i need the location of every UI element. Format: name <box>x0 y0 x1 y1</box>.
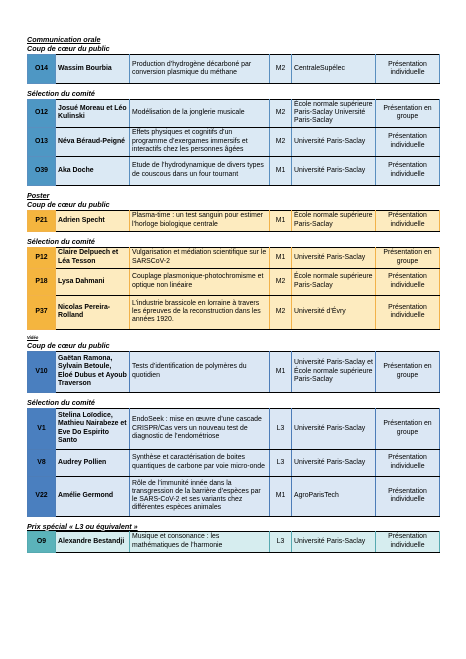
title-cell: Plasma-time : un test sanguin pour estimer l’horloge biologique centrale <box>130 210 270 231</box>
names-cell: Josué Moreau et Léo Kulinski <box>56 100 130 128</box>
presentation-cell: Présentation individuelle <box>376 55 440 84</box>
subsection-title: Coup de cœur du public <box>27 199 110 209</box>
subsection-title: Sélection du comité <box>27 397 95 407</box>
level-cell: M1 <box>270 210 292 231</box>
level-cell: M2 <box>270 127 292 156</box>
results-table <box>27 247 440 330</box>
presentation-cell: Présentation individuelle <box>376 531 440 552</box>
results-table <box>27 531 440 553</box>
institution-cell: Université Paris-Saclay <box>292 247 376 268</box>
title-cell: Modélisation de la jonglerie musicale <box>130 100 270 128</box>
table-row <box>28 247 440 268</box>
section-title-poster: Poster <box>27 190 50 200</box>
code-cell: V1 <box>28 408 56 449</box>
institution-cell: Université Paris-Saclay <box>292 127 376 156</box>
title-cell: Rôle de l’immunité innée dans la transgression de la barrière d’espèces par le SARS-CoV-2 et ses variants chez différentes espèces animales <box>130 476 270 516</box>
table-row <box>28 127 440 156</box>
level-cell: M1 <box>270 156 292 185</box>
title-cell: Effets physiques et cognitifs d’un programme d’exergames immersifs et interactifs chez les personnes âgées <box>130 127 270 156</box>
level-cell: L3 <box>270 531 292 552</box>
subsection-title: Coup de cœur du public <box>27 44 110 53</box>
section-title-video: Vidéo <box>27 334 39 340</box>
level-cell: M1 <box>270 351 292 392</box>
names-cell: Gaëtan Ramona, Sylvain Betoule, Eloé Dubus et Ayoub Traverson <box>56 351 130 392</box>
presentation-cell: Présentation en groupe <box>376 408 440 449</box>
presentation-cell: Présentation individuelle <box>376 449 440 476</box>
names-cell: Claire Delpuech et Léa Tesson <box>56 247 130 268</box>
section-title-oral: Communication orale <box>27 35 101 44</box>
institution-cell: Université d’Évry <box>292 295 376 329</box>
title-cell: Musique et consonance : les mathématiques de l’harmonie <box>130 531 270 552</box>
names-cell: Wassim Bourbia <box>56 55 130 84</box>
code-cell: P21 <box>28 210 56 231</box>
code-cell: P37 <box>28 295 56 329</box>
code-cell: O14 <box>28 55 56 84</box>
section-title-special: Prix spécial « L3 ou équivalent » <box>27 521 138 531</box>
title-cell: Tests d’identification de polymères du quotidien <box>130 351 270 392</box>
institution-cell: AgroParisTech <box>292 476 376 516</box>
document-page <box>27 35 439 558</box>
names-cell: Néva Béraud-Peigné <box>56 127 130 156</box>
presentation-cell: Présentation individuelle <box>376 476 440 516</box>
names-cell: Stelina Loïodice, Mathieu Nairabeze et Eve Do Espirito Santo <box>56 408 130 449</box>
table-row <box>28 55 440 84</box>
table-row <box>28 476 440 516</box>
table-row <box>28 408 440 449</box>
code-cell: P18 <box>28 268 56 295</box>
level-cell: M1 <box>270 476 292 516</box>
table-row <box>28 210 440 231</box>
level-cell: M1 <box>270 247 292 268</box>
institution-cell: Université Paris-Saclay <box>292 449 376 476</box>
level-cell: L3 <box>270 449 292 476</box>
table-row <box>28 100 440 128</box>
table-row <box>28 531 440 552</box>
presentation-cell: Présentation individuelle <box>376 268 440 295</box>
title-cell: Synthèse et caractérisation de boites quantiques de carbone par voie micro-onde <box>130 449 270 476</box>
level-cell: M2 <box>270 100 292 128</box>
presentation-cell: Présentation en groupe <box>376 247 440 268</box>
presentation-cell: Présentation individuelle <box>376 295 440 329</box>
presentation-cell: Présentation en groupe <box>376 351 440 392</box>
title-cell: Vulgarisation et médiation scientifique sur le SARSCoV-2 <box>130 247 270 268</box>
institution-cell: Université Paris-Saclay et École normale supérieure Paris-Saclay <box>292 351 376 392</box>
table-row <box>28 351 440 392</box>
code-cell: O13 <box>28 127 56 156</box>
subsection-title: Coup de cœur du public <box>27 340 110 350</box>
institution-cell: Université Paris-Saclay <box>292 408 376 449</box>
names-cell: Aka Doche <box>56 156 130 185</box>
institution-cell: École normale supérieure Paris-Saclay Université Paris-Saclay <box>292 100 376 128</box>
code-cell: P12 <box>28 247 56 268</box>
names-cell: Nicolas Pereira-Rolland <box>56 295 130 329</box>
code-cell: O9 <box>28 531 56 552</box>
presentation-cell: Présentation individuelle <box>376 127 440 156</box>
level-cell: M2 <box>270 295 292 329</box>
names-cell: Adrien Specht <box>56 210 130 231</box>
code-cell: O39 <box>28 156 56 185</box>
subsection-title: Sélection du comité <box>27 89 95 98</box>
code-cell: V10 <box>28 351 56 392</box>
table-row <box>28 295 440 329</box>
names-cell: Amélie Germond <box>56 476 130 516</box>
subsection-title: Sélection du comité <box>27 236 95 246</box>
names-cell: Lysa Dahmani <box>56 268 130 295</box>
institution-cell: Université Paris-Saclay <box>292 156 376 185</box>
results-table <box>27 210 440 232</box>
title-cell: Production d’hydrogène décarboné par conversion plasmique du méthane <box>130 55 270 84</box>
level-cell: L3 <box>270 408 292 449</box>
results-table <box>27 99 440 186</box>
results-table <box>27 408 440 517</box>
results-table <box>27 54 440 84</box>
title-cell: L’industrie brassicole en lorraine à travers les épreuves de la reconstruction dans les années 1920. <box>130 295 270 329</box>
title-cell: Couplage plasmonique-photochromisme et optique non linéaire <box>130 268 270 295</box>
institution-cell: Université Paris-Saclay <box>292 531 376 552</box>
institution-cell: École normale supérieure Paris-Saclay <box>292 210 376 231</box>
presentation-cell: Présentation individuelle <box>376 156 440 185</box>
institution-cell: CentraleSupélec <box>292 55 376 84</box>
institution-cell: École normale supérieure Paris-Saclay <box>292 268 376 295</box>
level-cell: M2 <box>270 55 292 84</box>
code-cell: V22 <box>28 476 56 516</box>
table-row <box>28 156 440 185</box>
table-row <box>28 268 440 295</box>
code-cell: V8 <box>28 449 56 476</box>
presentation-cell: Présentation individuelle <box>376 210 440 231</box>
code-cell: O12 <box>28 100 56 128</box>
presentation-cell: Présentation en groupe <box>376 100 440 128</box>
title-cell: Etude de l’hydrodynamique de divers types de couscous dans un four tournant <box>130 156 270 185</box>
table-row <box>28 449 440 476</box>
level-cell: M2 <box>270 268 292 295</box>
results-table <box>27 351 440 393</box>
names-cell: Alexandre Bestandji <box>56 531 130 552</box>
title-cell: EndoSeek : mise en œuvre d’une cascade CRISPR/Cas vers un nouveau test de diagnostic de l’endométriose <box>130 408 270 449</box>
names-cell: Audrey Pollien <box>56 449 130 476</box>
